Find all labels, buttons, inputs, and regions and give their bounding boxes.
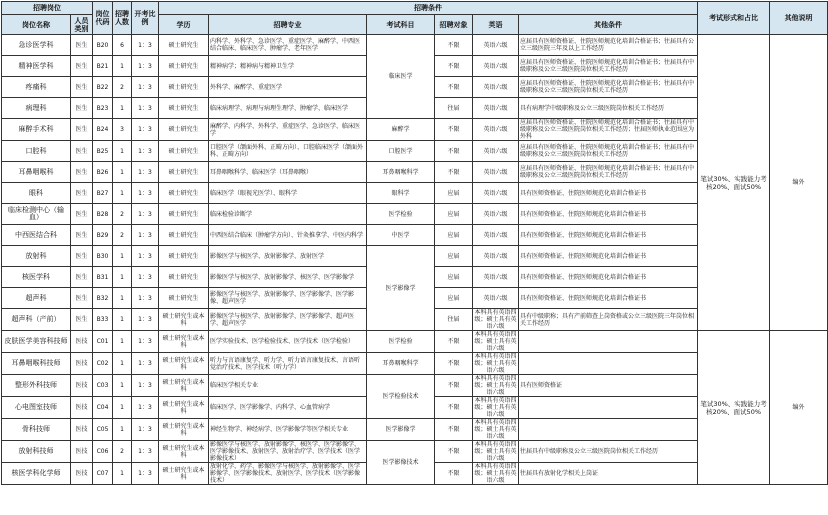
cell-exam-subject: 医学影像学 [367, 246, 435, 331]
cell-english: 英语六级 [473, 225, 519, 246]
cell-staff-type: 医技 [71, 419, 93, 441]
cell-target: 应届 [435, 267, 473, 288]
recruitment-table [1, 1, 828, 485]
cell-other: 具有医师资格证、住院医师规范化培训合格证书 [519, 288, 698, 309]
cell-position-code: C07 [93, 463, 113, 485]
cell-staff-type: 医技 [71, 331, 93, 353]
cell-recruit-count: 2 [113, 441, 132, 463]
cell-staff-type: 医生 [71, 225, 93, 246]
cell-english: 英语六级 [473, 98, 519, 119]
cell-major: 临床医学、医学影像学、内科学、心血管病学 [209, 397, 367, 419]
cell-english: 英语六级 [473, 288, 519, 309]
cell-position-name: 耳鼻咽喉科技师 [2, 353, 71, 375]
cell-education: 硕士研究生 [159, 56, 209, 77]
cell-staff-type: 医技 [71, 353, 93, 375]
cell-exam-subject: 中医学 [367, 225, 435, 246]
cell-education: 硕士研究生 [159, 77, 209, 98]
cell-exam-ratio: 1：3 [132, 288, 159, 309]
cell-target: 不限 [435, 162, 473, 183]
table-row [2, 35, 828, 56]
cell-education: 硕士研究生 [159, 119, 209, 141]
cell-staff-type: 医生 [71, 204, 93, 225]
cell-major: 临床医学（眼视光医学）、眼科学 [209, 183, 367, 204]
cell-target: 不限 [435, 353, 473, 375]
cell-staff-type: 医生 [71, 119, 93, 141]
cell-education: 硕士研究生 [159, 162, 209, 183]
cell-exam-ratio: 1：3 [132, 141, 159, 162]
header-target: 招聘对象 [435, 15, 473, 35]
header-major: 招聘专业 [209, 15, 367, 35]
cell-english: 本科具有英语四级；硕士具有英语六级 [474, 331, 517, 352]
cell-exam-subject: 临床医学 [367, 35, 435, 119]
cell-position-code: B23 [93, 98, 113, 119]
cell-exam-ratio: 1：3 [132, 246, 159, 267]
cell-education: 硕士研究生 [159, 246, 209, 267]
cell-other: 具有病理学中级职称及公立三级医院岗位相关工作经历 [519, 98, 698, 119]
cell-exam-ratio: 1：3 [132, 419, 159, 441]
cell-education: 硕士研究生 [159, 267, 209, 288]
cell-major: 中西医结合临床（肿瘤学方向）、针灸推拿学、中医内科学 [209, 225, 367, 246]
cell-education: 硕士研究生或本科 [159, 419, 209, 441]
header-exam-subject: 考试科目 [367, 15, 435, 35]
cell-target: 不限 [435, 141, 473, 162]
cell-position-name: 急诊医学科 [2, 35, 71, 56]
cell-exam-subject: 眼科学 [367, 183, 435, 204]
cell-education: 硕士研究生 [159, 204, 209, 225]
cell-major: 放射化学、药学、影像医学与核医学、放射影像学、医学影像学、医学影像技术、放射医学、医学技术（医学影像技术） [209, 463, 367, 485]
cell-staff-type: 医生 [71, 162, 93, 183]
cell-other: 具有医师资格证、住院医师规范化培训合格证书 [519, 204, 698, 225]
cell-staff-type: 医生 [71, 267, 93, 288]
cell-position-name: 整形外科技师 [2, 375, 71, 397]
cell-target: 应届 [435, 204, 473, 225]
cell-recruit-count: 2 [113, 204, 132, 225]
cell-position-name: 耳鼻咽喉科 [2, 162, 71, 183]
header-exam-form: 考试形式和占比 [698, 2, 770, 35]
header-group-requirements: 招聘条件 [159, 2, 698, 15]
cell-target: 不限 [435, 419, 473, 441]
cell-staff-type: 医生 [71, 309, 93, 331]
cell-major: 影像医学与核医学、放射影像学、医学影像学、医学影像、超声医学 [209, 288, 367, 309]
cell-exam-ratio: 1：3 [132, 331, 159, 353]
cell-education: 硕士研究生或本科 [159, 331, 209, 353]
cell-education: 硕士研究生或本科 [159, 441, 209, 463]
cell-staff-type: 医技 [71, 463, 93, 485]
cell-position-code: B32 [93, 288, 113, 309]
cell-position-code: C02 [93, 353, 113, 375]
cell-major: 影像医学与核医学、放射影像学、核医学、医学影像学、医学影像技术、放射医学、放射治疗学、医学技术（医学影像技术） [209, 441, 367, 463]
cell-other: 具有医师资格证、住院医师规范化培训合格证书 [519, 267, 698, 288]
cell-education: 硕士研究生 [159, 141, 209, 162]
cell-major: 临床病理学、病理与病理生理学、肿瘤学、临床医学 [209, 98, 367, 119]
cell-major: 临床医学相关专业 [209, 375, 367, 397]
cell-exam-subject: 医学检验 [367, 204, 435, 225]
table-row [2, 331, 828, 353]
cell-english: 本科具有英语四级；硕士具有英语六级 [474, 375, 517, 396]
cell-english: 英语六级 [473, 267, 519, 288]
cell-staff-type: 医生 [71, 141, 93, 162]
cell-other [519, 353, 698, 375]
cell-position-code: C03 [93, 375, 113, 397]
cell-recruit-count: 1 [113, 246, 132, 267]
cell-major: 麻醉学、内科学、外科学、重症医学、急诊医学、临床医学 [209, 119, 367, 141]
cell-position-code: B33 [93, 309, 113, 331]
cell-english: 英语六级 [473, 141, 519, 162]
cell-position-code: B27 [93, 183, 113, 204]
cell-exam-subject: 口腔医学 [367, 141, 435, 162]
cell-exam-ratio: 1：3 [132, 309, 159, 331]
cell-english: 英语六级 [473, 204, 519, 225]
cell-exam-ratio: 1：3 [132, 225, 159, 246]
cell-recruit-count: 1 [113, 463, 132, 485]
table-body [2, 35, 828, 485]
cell-recruit-count: 1 [113, 397, 132, 419]
header-english: 英语 [473, 15, 519, 35]
cell-recruit-count: 1 [113, 353, 132, 375]
cell-major: 影像医学与核医学、放射影像学、核医学、医学影像学 [209, 267, 367, 288]
cell-exam-subject: 医学影像技术 [367, 441, 435, 485]
cell-english: 本科具有英语四级；硕士具有英语六级 [474, 309, 517, 330]
cell-other: 应届具有医师资格证、住院医师规范化培训合格证书；往届具有中级职称及公立三级医院岗位相关工作经历 [519, 56, 698, 77]
cell-staff-type: 医生 [71, 288, 93, 309]
cell-position-name: 麻醉手术科 [2, 119, 71, 141]
cell-exam-ratio: 1：3 [132, 162, 159, 183]
cell-exam-ratio: 1：3 [132, 98, 159, 119]
header-exam-ratio: 开考比例 [132, 2, 159, 35]
cell-exam-form: 笔试30%、实践能力考核20%、面试50% [698, 331, 770, 485]
cell-english: 本科具有英语四级；硕士具有英语六级 [474, 419, 517, 440]
cell-exam-ratio: 1：3 [132, 119, 159, 141]
cell-target: 应届 [435, 246, 473, 267]
cell-recruit-count: 1 [113, 288, 132, 309]
cell-position-name: 眼科 [2, 183, 71, 204]
cell-exam-ratio: 1：3 [132, 441, 159, 463]
cell-position-name: 放射科 [2, 246, 71, 267]
cell-education: 硕士研究生或本科 [159, 375, 209, 397]
cell-other [519, 331, 698, 353]
cell-education: 硕士研究生或本科 [159, 463, 209, 485]
cell-position-name: 精神医学科 [2, 56, 71, 77]
cell-english: 英语六级 [473, 246, 519, 267]
cell-target: 不限 [435, 77, 473, 98]
cell-position-code: B29 [93, 225, 113, 246]
cell-exam-subject: 麻醉学 [367, 119, 435, 141]
cell-position-name: 超声科（产前） [2, 309, 71, 331]
cell-other [519, 419, 698, 441]
cell-exam-subject: 医学检验技术 [367, 375, 435, 419]
cell-staff-type: 医生 [71, 98, 93, 119]
cell-major: 精神病学；精神病与精神卫生学 [209, 56, 367, 77]
cell-english: 本科具有英语四级；硕士具有英语六级 [474, 353, 517, 374]
cell-exam-ratio: 1：3 [132, 267, 159, 288]
cell-other: 往届具有中级职称及公立三级医院岗位相关工作经历 [519, 441, 698, 463]
cell-other: 具有中级职称；具有产前筛查上岗资格或公立三级医院三年岗位相关工作经历 [519, 309, 698, 331]
cell-staff-type: 医技 [71, 441, 93, 463]
cell-major: 内科学、外科学、急诊医学、重症医学、麻醉学、中西医结合临床、临床医学、肿瘤学、老年医学 [209, 35, 367, 56]
cell-exam-subject: 耳鼻咽喉科学 [367, 353, 435, 375]
cell-other: 具有医师资格证、住院医师规范化培训合格证书 [519, 225, 698, 246]
cell-other: 应届具有医师资格证、住院医师规范化培训合格证书；往届具有中级职称及公立三级医院岗位相关工作经历 [519, 77, 698, 98]
cell-other: 应届具有医师资格证、住院医师规范化培训合格证书；往届具有公立三级医院三年及以上工作经历 [519, 35, 698, 56]
cell-english: 英语六级 [473, 77, 519, 98]
cell-other: 具有医师资格证、住院医师规范化培训合格证书 [519, 246, 698, 267]
cell-major: 听力与言语康复学、听力学、听力语言康复技术、言语听觉治疗技术、医学技术（听力学） [209, 353, 367, 375]
cell-recruit-count: 1 [113, 419, 132, 441]
cell-exam-form: 笔试30%、实践能力考核20%、面试50% [698, 35, 770, 331]
cell-education: 硕士研究生 [159, 288, 209, 309]
cell-recruit-count: 1 [113, 56, 132, 77]
cell-major: 口腔医学（颌面外科、正畸方向）、口腔临床医学（颌面外科、正畸方向） [209, 141, 367, 162]
header-group-position: 招聘岗位 [2, 2, 93, 15]
cell-education: 硕士研究生或本科 [159, 309, 209, 331]
cell-english: 本科具有英语四级；硕士具有英语六级 [474, 441, 517, 462]
cell-position-name: 骨科技师 [2, 419, 71, 441]
cell-position-name: 皮肤医学美容科技师 [2, 331, 71, 353]
cell-target: 不限 [435, 119, 473, 141]
cell-recruit-count: 1 [113, 183, 132, 204]
cell-position-code: B26 [93, 162, 113, 183]
cell-other: 应届具有医师资格证、住院医师规范化培训合格证书；往届具有中级职称及公立三级医院岗位相关工作经历 [519, 162, 698, 183]
cell-exam-ratio: 1：3 [132, 56, 159, 77]
cell-recruit-count: 1 [113, 331, 132, 353]
cell-target: 往届 [435, 309, 473, 331]
header-staff-type: 人员类别 [71, 15, 93, 35]
cell-staff-type: 医生 [71, 183, 93, 204]
header-position-code: 岗位代码 [93, 2, 113, 35]
header-notes: 其他说明 [770, 2, 828, 35]
cell-staff-type: 医生 [71, 77, 93, 98]
cell-education: 硕士研究生 [159, 183, 209, 204]
cell-english: 英语六级 [473, 119, 519, 141]
cell-target: 不限 [435, 397, 473, 419]
cell-recruit-count: 1 [113, 98, 132, 119]
cell-major: 影像医学与核医学、放射影像学、医学影像学、超声医学、超声医学 [209, 309, 367, 331]
cell-recruit-count: 2 [113, 77, 132, 98]
cell-position-name: 超声科 [2, 288, 71, 309]
cell-notes: 编外 [770, 331, 828, 485]
cell-major: 医学实验技术、医学检验技术、医学技术（医学检验） [209, 331, 367, 353]
cell-major: 临床检验诊断学 [209, 204, 367, 225]
cell-english: 本科具有英语四级；硕士具有英语六级 [474, 397, 517, 418]
cell-target: 不限 [435, 56, 473, 77]
cell-target: 不限 [435, 375, 473, 397]
cell-position-name: 病理科 [2, 98, 71, 119]
header-position-name: 岗位名称 [2, 15, 71, 35]
cell-staff-type: 医技 [71, 375, 93, 397]
cell-english: 英语六级 [473, 35, 519, 56]
cell-staff-type: 医生 [71, 35, 93, 56]
cell-position-code: C04 [93, 397, 113, 419]
cell-position-code: C01 [93, 331, 113, 353]
cell-recruit-count: 1 [113, 309, 132, 331]
cell-position-name: 核医学科化学师 [2, 463, 71, 485]
cell-position-code: B21 [93, 56, 113, 77]
cell-other: 往届具有放射化学相关上岗证 [519, 463, 698, 485]
cell-position-name: 心电图室技师 [2, 397, 71, 419]
cell-english: 英语六级 [473, 56, 519, 77]
cell-position-code: B22 [93, 77, 113, 98]
cell-education: 硕士研究生或本科 [159, 353, 209, 375]
cell-position-name: 中西医结合科 [2, 225, 71, 246]
cell-position-code: B25 [93, 141, 113, 162]
cell-position-code: B31 [93, 267, 113, 288]
cell-major: 神经生物学、神经病学、医学影像学等医学相关专业 [209, 419, 367, 441]
cell-exam-subject: 耳鼻咽喉科学 [367, 162, 435, 183]
cell-exam-ratio: 1：3 [132, 77, 159, 98]
cell-staff-type: 医生 [71, 56, 93, 77]
cell-notes: 编外 [770, 35, 828, 331]
header-other: 其他条件 [519, 15, 698, 35]
cell-english: 本科具有英语四级；硕士具有英语六级 [474, 463, 517, 484]
cell-position-name: 临床检测中心（输血） [2, 204, 71, 225]
cell-other: 应届具有医师资格证、住院医师规范化培训合格证书；往届具有中级职称及公立三级医院岗位相关工作经历 [519, 141, 698, 162]
cell-exam-subject: 医学影像学 [367, 419, 435, 441]
cell-position-code: B20 [93, 35, 113, 56]
cell-education: 硕士研究生 [159, 225, 209, 246]
cell-staff-type: 医生 [71, 246, 93, 267]
cell-position-code: C06 [93, 441, 113, 463]
header-recruit-count: 招聘人数 [113, 2, 132, 35]
cell-exam-ratio: 1：3 [132, 183, 159, 204]
header-education: 学历 [159, 15, 209, 35]
cell-other: 具有医师资格证、住院医师规范化培训合格证书 [519, 183, 698, 204]
cell-position-name: 口腔科 [2, 141, 71, 162]
cell-recruit-count: 1 [113, 141, 132, 162]
cell-target: 往届 [435, 98, 473, 119]
cell-major: 影像医学与核医学、放射影像学、放射医学 [209, 246, 367, 267]
cell-staff-type: 医技 [71, 397, 93, 419]
cell-exam-subject: 医学检验 [367, 331, 435, 353]
cell-recruit-count: 1 [113, 162, 132, 183]
cell-exam-ratio: 1：3 [132, 375, 159, 397]
cell-other [519, 397, 698, 419]
cell-recruit-count: 1 [113, 375, 132, 397]
cell-target: 不限 [435, 463, 473, 485]
cell-other: 具有医师资格证 [519, 375, 698, 397]
cell-recruit-count: 2 [113, 225, 132, 246]
cell-target: 应届 [435, 288, 473, 309]
cell-recruit-count: 1 [113, 267, 132, 288]
cell-position-name: 核医学科 [2, 267, 71, 288]
cell-position-code: B24 [93, 119, 113, 141]
cell-exam-ratio: 1：3 [132, 35, 159, 56]
cell-target: 应届 [435, 183, 473, 204]
cell-english: 英语六级 [473, 183, 519, 204]
cell-recruit-count: 3 [113, 119, 132, 141]
cell-target: 不限 [435, 35, 473, 56]
cell-position-code: B28 [93, 204, 113, 225]
cell-english: 英语六级 [473, 162, 519, 183]
cell-position-name: 放射科技师 [2, 441, 71, 463]
cell-other: 应届具有医师资格证、住院医师规范化培训合格证书；往届具有中级职称及公立三级医院岗位相关工作经历；往届医师执业范围应为外科 [519, 119, 698, 141]
cell-position-code: B30 [93, 246, 113, 267]
cell-position-name: 疼痛科 [2, 77, 71, 98]
cell-position-code: C05 [93, 419, 113, 441]
cell-education: 硕士研究生或本科 [159, 397, 209, 419]
cell-education: 硕士研究生 [159, 35, 209, 56]
cell-exam-ratio: 1：3 [132, 463, 159, 485]
cell-target: 不限 [435, 331, 473, 353]
cell-exam-ratio: 1：3 [132, 397, 159, 419]
cell-major: 外科学、麻醉学、重症医学 [209, 77, 367, 98]
cell-major: 耳鼻咽喉科学、临床医学（耳鼻咽喉） [209, 162, 367, 183]
cell-recruit-count: 6 [113, 35, 132, 56]
cell-exam-ratio: 1：3 [132, 204, 159, 225]
cell-education: 硕士研究生 [159, 98, 209, 119]
cell-target: 不限 [435, 441, 473, 463]
cell-exam-ratio: 1：3 [132, 353, 159, 375]
cell-target: 应届 [435, 225, 473, 246]
